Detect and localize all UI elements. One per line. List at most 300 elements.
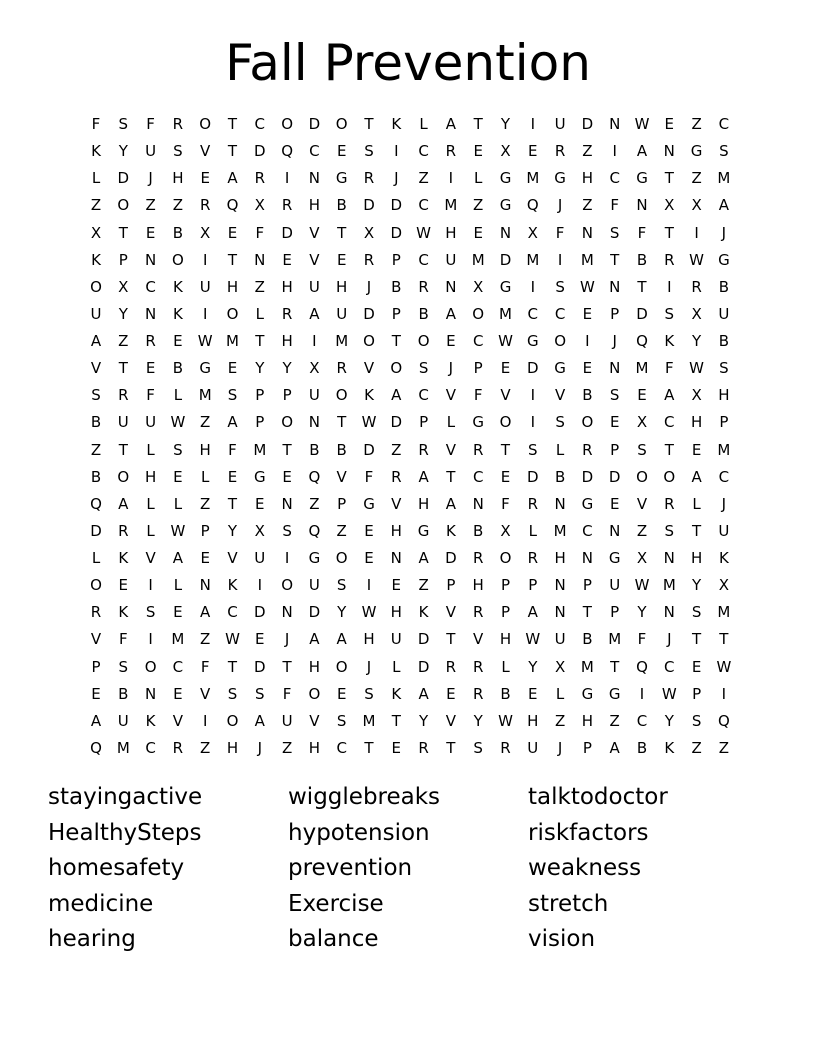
- grid-letter[interactable]: H: [445, 223, 457, 242]
- grid-letter[interactable]: K: [118, 549, 129, 568]
- grid-letter[interactable]: L: [692, 494, 701, 513]
- grid-letter[interactable]: K: [391, 684, 402, 703]
- grid-letter[interactable]: B: [172, 359, 184, 378]
- grid-letter[interactable]: T: [582, 603, 592, 622]
- grid-letter[interactable]: Z: [691, 115, 702, 133]
- grid-letter[interactable]: O: [417, 332, 430, 351]
- grid-letter[interactable]: Z: [391, 440, 402, 459]
- grid-letter[interactable]: N: [499, 223, 512, 242]
- grid-letter[interactable]: T: [637, 277, 647, 296]
- grid-letter[interactable]: K: [172, 277, 183, 296]
- grid-letter[interactable]: T: [391, 711, 401, 730]
- grid-letter[interactable]: B: [473, 521, 484, 540]
- grid-letter[interactable]: H: [390, 603, 402, 622]
- grid-letter[interactable]: F: [118, 630, 128, 649]
- grid-letter[interactable]: D: [254, 603, 266, 622]
- grid-letter[interactable]: K: [718, 549, 729, 568]
- grid-letter[interactable]: G: [554, 169, 566, 188]
- grid-letter[interactable]: I: [202, 711, 208, 730]
- grid-letter[interactable]: G: [499, 277, 512, 296]
- grid-letter[interactable]: O: [117, 196, 130, 215]
- grid-letter[interactable]: E: [637, 386, 647, 405]
- grid-letter[interactable]: C: [664, 413, 675, 432]
- grid-letter[interactable]: T: [118, 359, 128, 378]
- grid-letter[interactable]: B: [336, 440, 347, 459]
- grid-letter[interactable]: F: [610, 196, 619, 215]
- grid-letter[interactable]: V: [200, 684, 211, 703]
- grid-letter[interactable]: Z: [254, 277, 265, 296]
- grid-letter[interactable]: A: [418, 467, 429, 486]
- grid-letter[interactable]: T: [664, 223, 674, 242]
- grid-letter[interactable]: X: [500, 521, 511, 540]
- grid-letter[interactable]: P: [391, 304, 401, 323]
- grid-letter[interactable]: S: [418, 359, 429, 378]
- grid-letter[interactable]: Y: [528, 657, 538, 676]
- grid-letter[interactable]: U: [254, 549, 266, 568]
- grid-letter[interactable]: O: [281, 115, 293, 133]
- grid-letter[interactable]: L: [419, 115, 428, 133]
- grid-letter[interactable]: G: [581, 494, 594, 513]
- grid-letter[interactable]: T: [664, 169, 674, 188]
- grid-letter[interactable]: U: [145, 413, 157, 432]
- grid-letter[interactable]: F: [637, 223, 647, 242]
- grid-letter[interactable]: N: [308, 413, 320, 432]
- grid-letter[interactable]: Z: [336, 521, 347, 540]
- grid-letter[interactable]: T: [227, 657, 238, 676]
- grid-letter[interactable]: S: [473, 738, 483, 757]
- grid-letter[interactable]: F: [637, 630, 647, 649]
- grid-letter[interactable]: I: [284, 169, 290, 188]
- grid-letter[interactable]: O: [363, 332, 375, 351]
- grid-letter[interactable]: R: [336, 359, 347, 378]
- grid-letter[interactable]: Z: [200, 413, 211, 432]
- grid-letter[interactable]: W: [689, 359, 705, 378]
- grid-letter[interactable]: N: [636, 196, 648, 215]
- grid-letter[interactable]: P: [719, 413, 729, 432]
- grid-letter[interactable]: H: [363, 630, 375, 649]
- grid-letter[interactable]: L: [446, 413, 456, 432]
- grid-letter[interactable]: Y: [637, 603, 647, 622]
- grid-letter[interactable]: D: [581, 115, 594, 133]
- grid-letter[interactable]: S: [227, 684, 238, 703]
- grid-letter[interactable]: W: [361, 603, 377, 622]
- grid-letter[interactable]: R: [664, 494, 675, 513]
- grid-letter[interactable]: A: [90, 332, 102, 351]
- grid-letter[interactable]: Z: [200, 630, 211, 649]
- grid-letter[interactable]: I: [448, 169, 454, 188]
- grid-letter[interactable]: P: [419, 413, 429, 432]
- grid-letter[interactable]: Y: [118, 304, 128, 323]
- grid-letter[interactable]: S: [664, 304, 675, 323]
- grid-letter[interactable]: I: [557, 250, 563, 269]
- grid-letter[interactable]: O: [335, 657, 348, 676]
- grid-letter[interactable]: O: [499, 549, 512, 568]
- grid-letter[interactable]: E: [118, 576, 129, 595]
- grid-letter[interactable]: J: [257, 738, 263, 757]
- grid-letter[interactable]: E: [173, 332, 183, 351]
- grid-letter[interactable]: Z: [691, 738, 702, 757]
- grid-letter[interactable]: X: [254, 196, 265, 215]
- grid-letter[interactable]: H: [718, 386, 730, 405]
- grid-letter[interactable]: X: [691, 386, 702, 405]
- grid-letter[interactable]: E: [336, 684, 347, 703]
- grid-letter[interactable]: A: [172, 549, 184, 568]
- grid-letter[interactable]: S: [118, 657, 129, 676]
- grid-letter[interactable]: V: [336, 467, 347, 486]
- grid-letter[interactable]: L: [201, 467, 210, 486]
- grid-letter[interactable]: E: [691, 440, 702, 459]
- grid-letter[interactable]: B: [718, 277, 730, 296]
- grid-letter[interactable]: G: [608, 684, 621, 703]
- grid-letter[interactable]: T: [664, 440, 674, 459]
- grid-letter[interactable]: H: [527, 711, 539, 730]
- grid-letter[interactable]: U: [308, 277, 320, 296]
- grid-letter[interactable]: L: [555, 440, 565, 459]
- grid-letter[interactable]: N: [144, 250, 157, 269]
- grid-letter[interactable]: E: [91, 684, 101, 703]
- grid-letter[interactable]: A: [636, 142, 648, 161]
- grid-letter[interactable]: V: [309, 250, 320, 269]
- grid-letter[interactable]: E: [500, 467, 511, 486]
- grid-letter[interactable]: Q: [717, 711, 730, 730]
- grid-letter[interactable]: Z: [281, 738, 293, 757]
- grid-letter[interactable]: C: [718, 115, 730, 133]
- grid-letter[interactable]: Z: [636, 521, 648, 540]
- grid-letter[interactable]: C: [527, 304, 539, 323]
- grid-letter[interactable]: V: [445, 440, 457, 459]
- grid-letter[interactable]: J: [394, 169, 399, 188]
- grid-letter[interactable]: E: [473, 223, 483, 242]
- grid-letter[interactable]: R: [145, 332, 156, 351]
- grid-letter[interactable]: V: [445, 711, 457, 730]
- grid-letter[interactable]: C: [472, 467, 484, 486]
- grid-letter[interactable]: B: [636, 250, 648, 269]
- grid-letter[interactable]: S: [719, 142, 729, 161]
- grid-letter[interactable]: L: [392, 657, 401, 676]
- grid-letter[interactable]: C: [418, 142, 429, 161]
- grid-letter[interactable]: Q: [90, 494, 102, 513]
- grid-letter[interactable]: A: [227, 169, 238, 188]
- grid-letter[interactable]: T: [364, 738, 374, 757]
- grid-letter[interactable]: K: [391, 115, 402, 133]
- grid-letter[interactable]: T: [446, 630, 456, 649]
- grid-letter[interactable]: S: [691, 603, 702, 622]
- grid-letter[interactable]: F: [146, 386, 155, 405]
- grid-letter[interactable]: I: [694, 223, 699, 242]
- grid-letter[interactable]: Z: [473, 196, 484, 215]
- grid-letter[interactable]: D: [254, 142, 266, 161]
- grid-letter[interactable]: J: [148, 169, 153, 188]
- grid-letter[interactable]: E: [173, 603, 183, 622]
- grid-letter[interactable]: J: [612, 332, 617, 351]
- grid-letter[interactable]: U: [445, 250, 457, 269]
- grid-letter[interactable]: P: [118, 250, 128, 269]
- grid-letter[interactable]: H: [144, 467, 157, 486]
- grid-letter[interactable]: E: [227, 223, 238, 242]
- grid-letter[interactable]: N: [445, 277, 457, 296]
- grid-letter[interactable]: A: [90, 711, 102, 730]
- grid-letter[interactable]: B: [90, 467, 102, 486]
- grid-letter[interactable]: M: [499, 304, 512, 323]
- grid-letter[interactable]: H: [554, 549, 566, 568]
- grid-letter[interactable]: T: [118, 223, 128, 242]
- grid-letter[interactable]: N: [144, 684, 157, 703]
- grid-letter[interactable]: G: [554, 359, 566, 378]
- grid-letter[interactable]: Y: [500, 115, 511, 133]
- grid-letter[interactable]: W: [197, 332, 213, 351]
- grid-letter[interactable]: I: [530, 277, 536, 296]
- grid-letter[interactable]: O: [499, 413, 512, 432]
- grid-letter[interactable]: P: [528, 576, 538, 595]
- grid-letter[interactable]: C: [418, 386, 429, 405]
- grid-letter[interactable]: D: [527, 467, 539, 486]
- grid-letter[interactable]: U: [527, 738, 539, 757]
- grid-letter[interactable]: R: [418, 277, 429, 296]
- grid-letter[interactable]: X: [90, 223, 102, 242]
- grid-letter[interactable]: E: [336, 250, 347, 269]
- grid-letter[interactable]: E: [200, 549, 210, 568]
- grid-letter[interactable]: N: [554, 576, 566, 595]
- grid-letter[interactable]: K: [145, 711, 156, 730]
- grid-letter[interactable]: B: [172, 223, 184, 242]
- grid-letter[interactable]: R: [527, 549, 539, 568]
- grid-letter[interactable]: N: [554, 603, 566, 622]
- grid-letter[interactable]: U: [718, 304, 730, 323]
- grid-letter[interactable]: O: [390, 359, 403, 378]
- grid-letter[interactable]: F: [200, 657, 210, 676]
- grid-letter[interactable]: P: [200, 521, 210, 540]
- grid-letter[interactable]: Z: [90, 440, 102, 459]
- grid-letter[interactable]: O: [144, 657, 157, 676]
- grid-letter[interactable]: J: [667, 630, 672, 649]
- grid-letter[interactable]: W: [661, 684, 677, 703]
- grid-letter[interactable]: H: [690, 413, 703, 432]
- grid-letter[interactable]: F: [146, 115, 155, 133]
- grid-letter[interactable]: R: [664, 250, 675, 269]
- grid-letter[interactable]: T: [227, 142, 238, 161]
- grid-letter[interactable]: I: [639, 684, 645, 703]
- grid-letter[interactable]: G: [363, 494, 375, 513]
- grid-letter[interactable]: Q: [308, 467, 321, 486]
- grid-letter[interactable]: D: [254, 657, 266, 676]
- grid-letter[interactable]: N: [281, 603, 293, 622]
- grid-letter[interactable]: O: [117, 467, 130, 486]
- grid-letter[interactable]: S: [255, 684, 265, 703]
- grid-letter[interactable]: O: [199, 115, 212, 133]
- grid-letter[interactable]: E: [500, 359, 511, 378]
- grid-letter[interactable]: G: [253, 467, 266, 486]
- grid-letter[interactable]: C: [554, 304, 566, 323]
- grid-letter[interactable]: S: [145, 603, 156, 622]
- grid-letter[interactable]: R: [472, 684, 484, 703]
- grid-letter[interactable]: M: [553, 521, 567, 540]
- grid-letter[interactable]: N: [609, 115, 621, 133]
- letter-grid[interactable]: [84, 111, 741, 759]
- grid-letter[interactable]: V: [90, 359, 102, 378]
- grid-letter[interactable]: O: [581, 413, 594, 432]
- grid-letter[interactable]: R: [363, 250, 375, 269]
- grid-letter[interactable]: E: [391, 576, 402, 595]
- grid-letter[interactable]: G: [718, 250, 730, 269]
- grid-letter[interactable]: A: [664, 386, 675, 405]
- grid-letter[interactable]: M: [116, 738, 130, 757]
- grid-letter[interactable]: B: [582, 630, 593, 649]
- grid-letter[interactable]: H: [308, 196, 321, 215]
- grid-letter[interactable]: R: [500, 738, 511, 757]
- grid-letter[interactable]: W: [634, 576, 650, 595]
- grid-letter[interactable]: E: [528, 142, 538, 161]
- grid-letter[interactable]: T: [227, 115, 238, 133]
- grid-letter[interactable]: D: [117, 169, 130, 188]
- grid-letter[interactable]: K: [664, 738, 675, 757]
- grid-letter[interactable]: E: [173, 684, 183, 703]
- grid-letter[interactable]: E: [227, 467, 238, 486]
- grid-letter[interactable]: C: [582, 521, 593, 540]
- grid-letter[interactable]: M: [662, 576, 676, 595]
- grid-letter[interactable]: Y: [419, 711, 429, 730]
- grid-letter[interactable]: I: [148, 576, 153, 595]
- grid-letter[interactable]: E: [664, 115, 675, 133]
- grid-letter[interactable]: K: [118, 603, 129, 622]
- grid-letter[interactable]: G: [608, 549, 621, 568]
- grid-letter[interactable]: J: [366, 277, 372, 296]
- grid-letter[interactable]: N: [308, 169, 320, 188]
- grid-letter[interactable]: A: [691, 467, 702, 486]
- grid-letter[interactable]: X: [254, 521, 265, 540]
- grid-letter[interactable]: C: [145, 738, 156, 757]
- grid-letter[interactable]: T: [719, 630, 729, 649]
- grid-letter[interactable]: U: [145, 142, 157, 161]
- grid-letter[interactable]: E: [200, 169, 210, 188]
- grid-letter[interactable]: D: [417, 657, 430, 676]
- grid-letter[interactable]: E: [173, 467, 183, 486]
- grid-letter[interactable]: F: [91, 115, 101, 133]
- grid-letter[interactable]: W: [170, 521, 186, 540]
- grid-letter[interactable]: S: [637, 440, 647, 459]
- grid-letter[interactable]: B: [90, 413, 102, 432]
- grid-letter[interactable]: G: [308, 549, 321, 568]
- grid-letter[interactable]: M: [362, 711, 376, 730]
- grid-letter[interactable]: I: [312, 332, 317, 351]
- grid-letter[interactable]: L: [173, 576, 183, 595]
- grid-letter[interactable]: Z: [691, 169, 702, 188]
- grid-letter[interactable]: N: [472, 494, 484, 513]
- grid-letter[interactable]: V: [145, 549, 156, 568]
- grid-letter[interactable]: T: [337, 413, 347, 432]
- grid-letter[interactable]: L: [91, 169, 101, 188]
- grid-letter[interactable]: G: [636, 169, 648, 188]
- grid-letter[interactable]: T: [118, 440, 128, 459]
- grid-letter[interactable]: T: [282, 440, 292, 459]
- grid-letter[interactable]: R: [445, 142, 457, 161]
- grid-letter[interactable]: D: [390, 413, 403, 432]
- grid-letter[interactable]: U: [609, 576, 621, 595]
- grid-letter[interactable]: P: [391, 250, 401, 269]
- grid-letter[interactable]: R: [281, 304, 293, 323]
- grid-letter[interactable]: O: [663, 467, 676, 486]
- grid-letter[interactable]: N: [609, 277, 621, 296]
- grid-letter[interactable]: Z: [309, 494, 320, 513]
- grid-letter[interactable]: M: [580, 657, 594, 676]
- grid-letter[interactable]: I: [667, 277, 672, 296]
- grid-letter[interactable]: V: [309, 223, 320, 242]
- grid-letter[interactable]: H: [472, 576, 484, 595]
- grid-letter[interactable]: Q: [308, 521, 321, 540]
- grid-letter[interactable]: O: [171, 250, 184, 269]
- grid-letter[interactable]: P: [610, 440, 620, 459]
- grid-letter[interactable]: N: [199, 576, 211, 595]
- grid-letter[interactable]: A: [527, 603, 538, 622]
- grid-letter[interactable]: D: [363, 304, 375, 323]
- grid-letter[interactable]: S: [719, 359, 729, 378]
- grid-letter[interactable]: Y: [692, 576, 702, 595]
- grid-letter[interactable]: H: [499, 630, 512, 649]
- grid-letter[interactable]: Z: [582, 196, 593, 215]
- grid-letter[interactable]: M: [526, 169, 540, 188]
- grid-letter[interactable]: Z: [554, 711, 566, 730]
- grid-letter[interactable]: A: [391, 386, 402, 405]
- grid-letter[interactable]: S: [664, 521, 675, 540]
- grid-letter[interactable]: O: [90, 576, 102, 595]
- grid-letter[interactable]: N: [663, 549, 675, 568]
- grid-letter[interactable]: R: [527, 494, 539, 513]
- grid-letter[interactable]: E: [582, 304, 593, 323]
- grid-letter[interactable]: V: [363, 359, 375, 378]
- grid-letter[interactable]: J: [557, 196, 563, 215]
- grid-letter[interactable]: V: [227, 549, 238, 568]
- grid-letter[interactable]: U: [336, 304, 348, 323]
- grid-letter[interactable]: C: [609, 169, 620, 188]
- grid-letter[interactable]: U: [554, 115, 566, 133]
- grid-letter[interactable]: J: [366, 657, 372, 676]
- grid-letter[interactable]: X: [200, 223, 211, 242]
- grid-letter[interactable]: E: [446, 684, 456, 703]
- grid-letter[interactable]: X: [473, 277, 484, 296]
- grid-letter[interactable]: R: [391, 467, 402, 486]
- grid-letter[interactable]: X: [554, 657, 566, 676]
- grid-letter[interactable]: A: [445, 494, 457, 513]
- grid-letter[interactable]: N: [609, 521, 621, 540]
- grid-letter[interactable]: C: [664, 657, 675, 676]
- grid-letter[interactable]: L: [146, 440, 155, 459]
- grid-letter[interactable]: I: [530, 386, 536, 405]
- grid-letter[interactable]: V: [500, 386, 511, 405]
- grid-letter[interactable]: Y: [337, 603, 347, 622]
- grid-letter[interactable]: T: [446, 467, 456, 486]
- grid-letter[interactable]: S: [336, 576, 347, 595]
- grid-letter[interactable]: L: [528, 521, 537, 540]
- grid-letter[interactable]: H: [336, 277, 348, 296]
- grid-letter[interactable]: S: [227, 386, 238, 405]
- grid-letter[interactable]: D: [90, 521, 102, 540]
- grid-letter[interactable]: A: [309, 304, 320, 323]
- grid-letter[interactable]: E: [582, 359, 593, 378]
- grid-letter[interactable]: L: [501, 657, 510, 676]
- grid-letter[interactable]: B: [418, 304, 429, 323]
- grid-letter[interactable]: I: [284, 549, 290, 568]
- grid-letter[interactable]: S: [118, 115, 129, 133]
- grid-letter[interactable]: I: [530, 413, 536, 432]
- grid-letter[interactable]: W: [170, 413, 186, 432]
- grid-letter[interactable]: A: [445, 115, 457, 133]
- grid-letter[interactable]: S: [609, 223, 620, 242]
- grid-letter[interactable]: E: [446, 332, 456, 351]
- grid-letter[interactable]: Y: [692, 332, 702, 351]
- grid-letter[interactable]: B: [118, 684, 129, 703]
- grid-letter[interactable]: R: [172, 738, 184, 757]
- grid-letter[interactable]: U: [90, 304, 102, 323]
- grid-letter[interactable]: R: [281, 196, 293, 215]
